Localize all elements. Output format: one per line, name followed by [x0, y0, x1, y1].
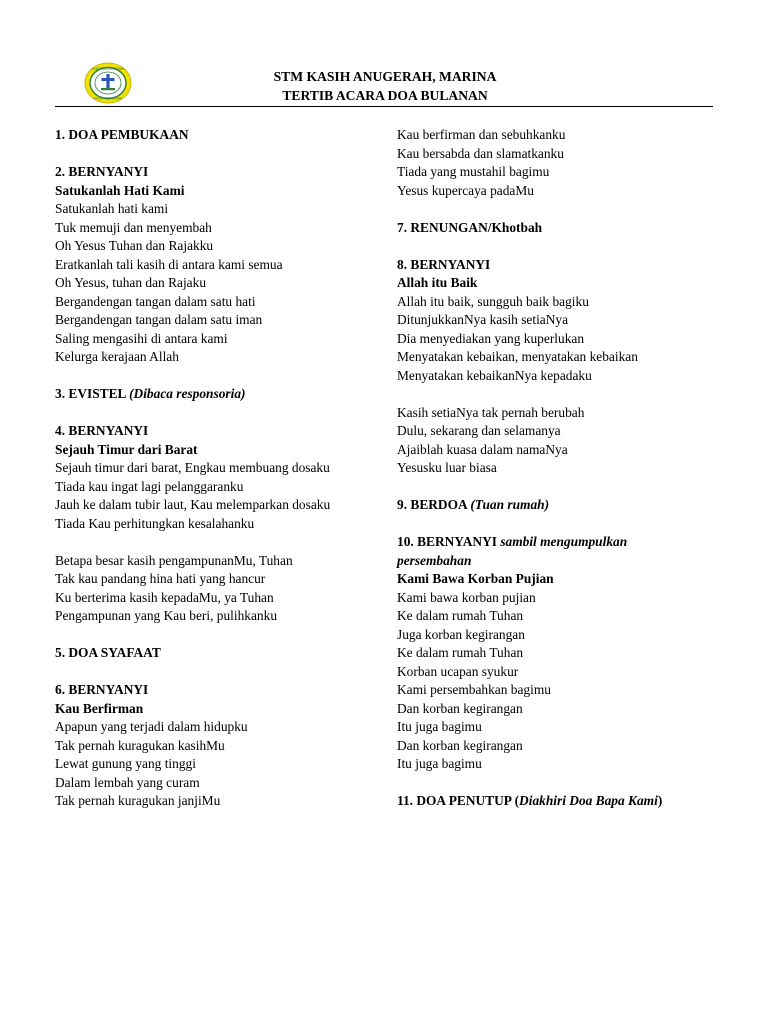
lyric-line: Itu juga bagimu — [397, 719, 482, 734]
section-heading: 3. EVISTEL (Dibaca responsoria) — [55, 386, 246, 401]
lyric-line: Korban ucapan syukur — [397, 663, 519, 679]
lyric-line: Dalam lembah yang curam — [55, 774, 200, 790]
lyric-line: Ke dalam rumah Tuhan — [397, 608, 524, 623]
lyric-line: Tiada kau ingat lagi pelanggaranku — [55, 478, 244, 494]
section-heading: 6. BERNYANYI — [55, 682, 149, 697]
lyric-line: Juga korban kegirangan — [397, 626, 525, 642]
lyric-line: Satukanlah hati kami — [55, 201, 169, 216]
lyric-line: Tak kau pandang hina hati yang hancur — [55, 571, 266, 586]
lyric-line: Tiada Kau perhitungkan kesalahanku — [55, 515, 255, 531]
lyric-line: Kami bawa korban pujian — [397, 589, 536, 605]
song-title: Satukanlah Hati Kami — [55, 182, 185, 198]
song-title: Sejauh Timur dari Barat — [55, 441, 198, 457]
section-note: sambil mengumpulkan — [500, 534, 628, 549]
section-heading: 5. DOA SYAFAAT — [55, 645, 161, 660]
section-heading: 7. RENUNGAN/Khotbah — [397, 219, 543, 235]
lyric-line: Ke dalam rumah Tuhan — [397, 645, 524, 660]
lyric-line: Eratkanlah tali kasih di antara kami semua — [55, 256, 283, 272]
lyric-line: Lewat gunung yang tinggi — [55, 756, 196, 771]
lyric-line: Allah itu baik, sungguh baik bagiku — [397, 293, 589, 309]
section-heading: 1. DOA PEMBUKAAN — [55, 127, 189, 142]
header-title: STM KASIH ANUGERAH, MARINA — [273, 69, 497, 84]
document-header — [230, 68, 540, 105]
lyric-line: Tiada yang mustahil bagimu — [397, 164, 550, 179]
lyric-line: Kau berfirman dan sebuhkanku — [397, 127, 566, 142]
lyric-line: Pengampunan yang Kau beri, pulihkanku — [55, 608, 278, 623]
lyric-line: Tak pernah kuragukan janjiMu — [55, 793, 221, 808]
section-heading: 10. BERNYANYI sambil mengumpulkan — [397, 534, 628, 549]
section-note: persembahan — [397, 552, 472, 568]
header-divider — [55, 106, 713, 107]
lyric-line: DitunjukkanNya kasih setiaNya — [397, 312, 569, 327]
lyric-line: Menyatakan kebaikan, menyatakan kebaikan — [397, 349, 638, 364]
section-heading: 9. BERDOA (Tuan rumah) — [397, 497, 550, 512]
section-heading: 11. DOA PENUTUP (Diakhiri Doa Bapa Kami) — [397, 793, 663, 808]
lyric-line: Itu juga bagimu — [397, 756, 482, 771]
lyric-line: Apapun yang terjadi dalam hidupku — [55, 719, 248, 734]
lyric-line: Menyatakan kebaikanNya kepadaku — [397, 367, 592, 383]
lyric-line: Kelurga kerajaan Allah — [55, 349, 179, 364]
logo-text-bottom: KASIH ANUGERAH — [93, 96, 123, 101]
section-note: (Dibaca responsoria) — [129, 386, 246, 401]
lyric-line: Bergandengan tangan dalam satu hati — [55, 293, 256, 309]
section-heading: 8. BERNYANYI — [397, 256, 491, 272]
lyric-line: Dulu, sekarang dan selamanya — [397, 423, 561, 438]
lyric-line: Oh Yesus, tuhan dan Rajaku — [55, 275, 207, 290]
lyric-line: Ku berterima kasih kepadaMu, ya Tuhan — [55, 589, 274, 605]
section-heading: 4. BERNYANYI — [55, 423, 149, 438]
logo-text-top: SAKSI DALAM DUNIA — [91, 67, 125, 71]
lyric-line: Jauh ke dalam tubir laut, Kau melemparkan dosaku — [55, 497, 331, 512]
section-heading: 2. BERNYANYI — [55, 164, 149, 179]
lyric-line: Dia menyediakan yang kuperlukan — [397, 330, 585, 346]
section-note: Diakhiri Doa Bapa Kami — [519, 793, 658, 808]
lyric-line: Kami persembahkan bagimu — [397, 682, 551, 697]
left-column — [55, 126, 385, 811]
lyric-line: Betapa besar kasih pengampunanMu, Tuhan — [55, 552, 293, 568]
lyric-line: Tak pernah kuragukan kasihMu — [55, 737, 225, 753]
lyric-line: Kasih setiaNya tak pernah berubah — [397, 404, 585, 420]
lyric-line: Oh Yesus Tuhan dan Rajakku — [55, 238, 214, 253]
lyric-line: Yesusku luar biasa — [397, 460, 497, 475]
lyric-line: Tuk memuji dan menyembah — [55, 219, 212, 235]
lyric-line: Dan korban kegirangan — [397, 700, 523, 716]
song-title: Kami Bawa Korban Pujian — [397, 571, 554, 586]
right-column — [397, 126, 717, 811]
song-title: Allah itu Baik — [397, 275, 478, 290]
song-title: Kau Berfirman — [55, 700, 144, 716]
lyric-line: Dan korban kegirangan — [397, 737, 523, 753]
lyric-line: Saling mengasihi di antara kami — [55, 330, 228, 346]
lyric-line: Sejauh timur dari barat, Engkau membuang dosaku — [55, 460, 330, 475]
cross-icon — [106, 74, 109, 89]
header-subtitle: TERTIB ACARA DOA BULANAN — [282, 87, 488, 103]
lyric-line: Kau bersabda dan slamatkanku — [397, 145, 564, 161]
lyric-line: Bergandengan tangan dalam satu iman — [55, 312, 263, 327]
church-logo — [84, 62, 132, 104]
section-note: (Tuan rumah) — [470, 497, 550, 512]
lyric-line: Yesus kupercaya padaMu — [397, 182, 534, 198]
lyric-line: Ajaiblah kuasa dalam namaNya — [397, 441, 568, 457]
